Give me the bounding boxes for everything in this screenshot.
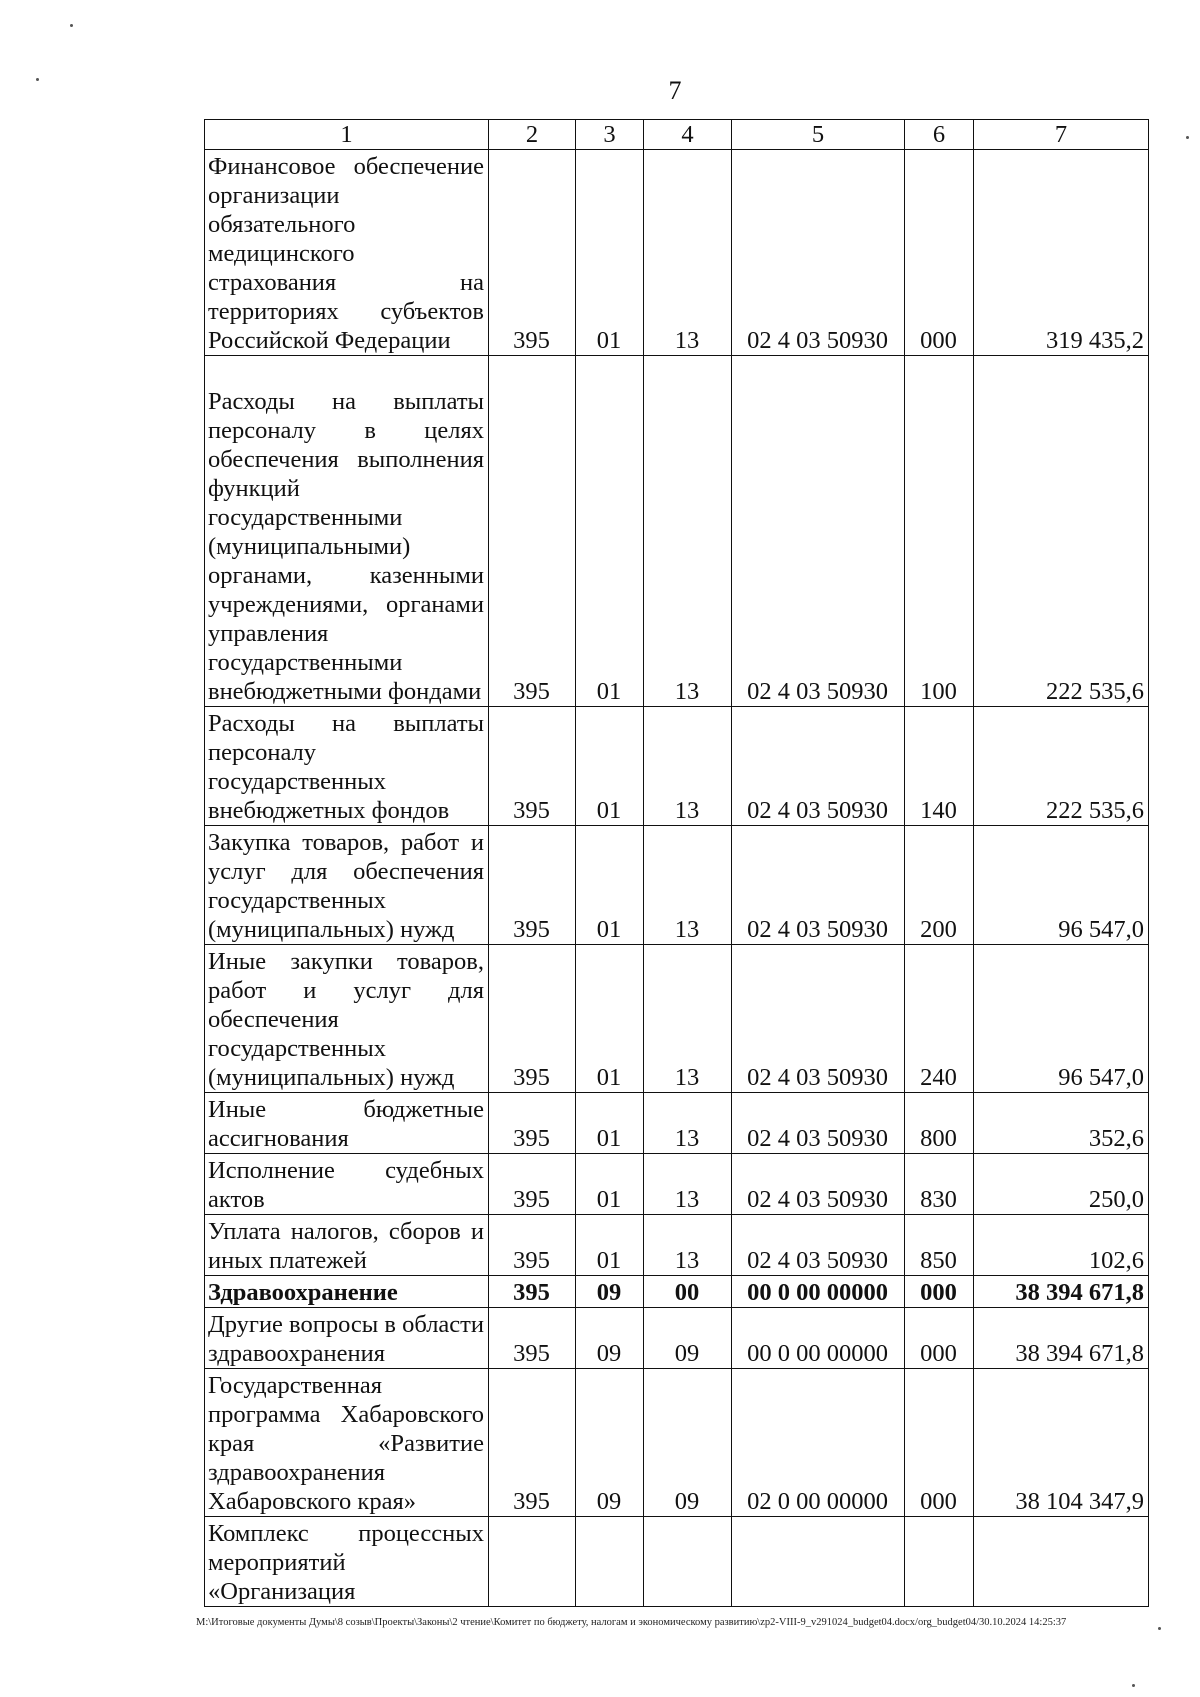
- cell-c3: 09: [576, 1308, 644, 1369]
- row-name: Другие вопросы в области здравоохранения: [205, 1308, 489, 1369]
- cell-c6: 830: [905, 1154, 974, 1215]
- cell-amount: 38 104 347,9: [974, 1369, 1149, 1517]
- cell-c4: 13: [644, 150, 732, 356]
- cell-amount: 102,6: [974, 1215, 1149, 1276]
- table-row: [205, 945, 1149, 1093]
- table-row: [205, 1154, 1149, 1215]
- file-path-footer: M:\Итоговые документы Думы\8 созыв\Проекты\Законы\2 чтение\Комитет по бюджету, налогам и экономическому развитию\zp2-VIII-9_v291024_budget04.docx/org_budget04/30.10.2024 14:25:37: [196, 1617, 1067, 1628]
- row-name: Иные бюджетные ассигнования: [205, 1093, 489, 1154]
- cell-c2: 395: [489, 356, 576, 707]
- cell-c5: 02 4 03 50930: [732, 707, 905, 826]
- scan-speck: [70, 24, 73, 27]
- cell-c4: 13: [644, 826, 732, 945]
- cell-c4: 00: [644, 1276, 732, 1308]
- cell-c6: 240: [905, 945, 974, 1093]
- cell-c3: 01: [576, 1154, 644, 1215]
- cell-c6: 140: [905, 707, 974, 826]
- cell-c6: 000: [905, 1369, 974, 1517]
- cell-amount: 222 535,6: [974, 707, 1149, 826]
- table-row: [205, 1308, 1149, 1369]
- cell-c2: 395: [489, 707, 576, 826]
- cell-c6: 000: [905, 1308, 974, 1369]
- cell-c4: 13: [644, 707, 732, 826]
- cell-amount: 250,0: [974, 1154, 1149, 1215]
- table-row: [205, 356, 1149, 707]
- cell-amount: 38 394 671,8: [974, 1276, 1149, 1308]
- column-header: 4: [644, 120, 732, 150]
- table-header-row: [205, 120, 1149, 150]
- scan-speck: [1186, 136, 1189, 139]
- cell-c6: 000: [905, 150, 974, 356]
- cell-amount: 319 435,2: [974, 150, 1149, 356]
- row-name: Государственная программа Хабаровского края «Развитие здравоохранения Хабаровского края»: [205, 1369, 489, 1517]
- row-name: Комплекс процессных мероприятий «Организация: [205, 1517, 489, 1607]
- cell-c2: 395: [489, 150, 576, 356]
- cell-c3: 01: [576, 150, 644, 356]
- cell-c4: 13: [644, 1215, 732, 1276]
- row-name: Иные закупки товаров, работ и услуг для обеспечения государственных (муниципальных) нужд: [205, 945, 489, 1093]
- cell-c5: 00 0 00 00000: [732, 1308, 905, 1369]
- cell-amount: 96 547,0: [974, 945, 1149, 1093]
- table-row-section: [205, 1276, 1149, 1308]
- column-header: 3: [576, 120, 644, 150]
- cell-c4: [644, 1517, 732, 1607]
- cell-c3: 01: [576, 707, 644, 826]
- cell-c5: 02 4 03 50930: [732, 1154, 905, 1215]
- cell-c4: 13: [644, 356, 732, 707]
- budget-table: [204, 119, 1149, 1607]
- table-row: [205, 1517, 1149, 1607]
- cell-amount: 222 535,6: [974, 356, 1149, 707]
- cell-c5: 02 0 00 00000: [732, 1369, 905, 1517]
- cell-amount: 96 547,0: [974, 826, 1149, 945]
- row-name: Закупка товаров, работ и услуг для обеспечения государственных (муниципальных) нужд: [205, 826, 489, 945]
- cell-c4: 09: [644, 1369, 732, 1517]
- column-header: 6: [905, 120, 974, 150]
- cell-c2: 395: [489, 1308, 576, 1369]
- cell-c3: 01: [576, 945, 644, 1093]
- table-row: [205, 150, 1149, 356]
- cell-c2: 395: [489, 826, 576, 945]
- cell-c5: 02 4 03 50930: [732, 1215, 905, 1276]
- cell-c3: 01: [576, 826, 644, 945]
- cell-c5: 00 0 00 00000: [732, 1276, 905, 1308]
- cell-c2: [489, 1517, 576, 1607]
- cell-c3: [576, 1517, 644, 1607]
- cell-amount: 38 394 671,8: [974, 1308, 1149, 1369]
- cell-c4: 13: [644, 1093, 732, 1154]
- cell-c4: 09: [644, 1308, 732, 1369]
- cell-c5: 02 4 03 50930: [732, 1093, 905, 1154]
- cell-c3: 01: [576, 1215, 644, 1276]
- column-header: 5: [732, 120, 905, 150]
- cell-c2: 395: [489, 1215, 576, 1276]
- cell-c3: 09: [576, 1276, 644, 1308]
- cell-c2: 395: [489, 1154, 576, 1215]
- row-name: Финансовое обеспечение организации обязательного медицинского страхования на территориях субъектов Российской Федерации: [205, 150, 489, 356]
- cell-c4: 13: [644, 1154, 732, 1215]
- cell-amount: 352,6: [974, 1093, 1149, 1154]
- cell-c4: 13: [644, 945, 732, 1093]
- column-header: 1: [205, 120, 489, 150]
- cell-c3: 01: [576, 356, 644, 707]
- cell-c6: 850: [905, 1215, 974, 1276]
- cell-c3: 01: [576, 1093, 644, 1154]
- cell-c5: 02 4 03 50930: [732, 945, 905, 1093]
- scan-speck: [1158, 1627, 1161, 1630]
- row-name: Расходы на выплаты персоналу государственных внебюджетных фондов: [205, 707, 489, 826]
- table-row: [205, 1215, 1149, 1276]
- cell-c2: 395: [489, 945, 576, 1093]
- column-header: 2: [489, 120, 576, 150]
- scan-speck: [36, 78, 39, 81]
- cell-c5: 02 4 03 50930: [732, 356, 905, 707]
- cell-c6: 100: [905, 356, 974, 707]
- cell-c5: [732, 1517, 905, 1607]
- row-name: Здравоохранение: [205, 1276, 489, 1308]
- cell-c2: 395: [489, 1093, 576, 1154]
- table-row: [205, 1369, 1149, 1517]
- row-name: Уплата налогов, сборов и иных платежей: [205, 1215, 489, 1276]
- cell-c6: [905, 1517, 974, 1607]
- page-number: 7: [668, 76, 682, 105]
- cell-c5: 02 4 03 50930: [732, 150, 905, 356]
- cell-c2: 395: [489, 1276, 576, 1308]
- cell-c6: 200: [905, 826, 974, 945]
- row-name: Исполнение судебных актов: [205, 1154, 489, 1215]
- cell-c2: 395: [489, 1369, 576, 1517]
- row-name: Расходы на выплаты персоналу в целях обеспечения выполнения функций государственными (муниципальными) органами, казенными учреждениями, органами управления государственными внебюджетными фондами: [205, 356, 489, 707]
- cell-c6: 800: [905, 1093, 974, 1154]
- table-row: [205, 1093, 1149, 1154]
- cell-c3: 09: [576, 1369, 644, 1517]
- cell-c5: 02 4 03 50930: [732, 826, 905, 945]
- scan-speck: [1132, 1684, 1135, 1687]
- cell-c6: 000: [905, 1276, 974, 1308]
- column-header: 7: [974, 120, 1149, 150]
- table-row: [205, 826, 1149, 945]
- cell-amount: [974, 1517, 1149, 1607]
- table-row: [205, 707, 1149, 826]
